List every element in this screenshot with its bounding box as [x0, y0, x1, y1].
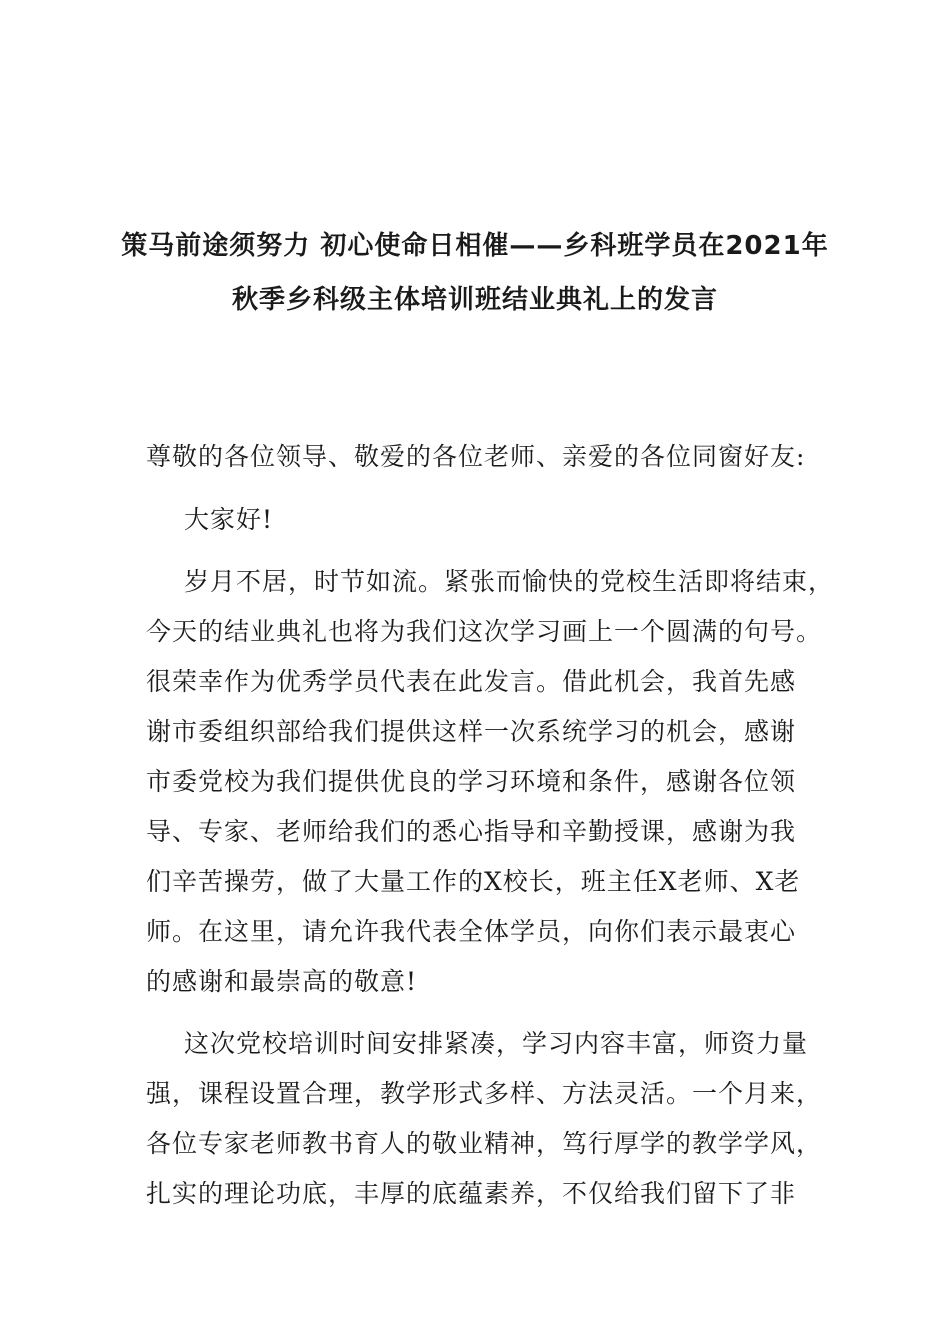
- paragraph-1-line: 的感谢和最崇高的敬意!: [146, 967, 418, 996]
- paragraph-1-line: 们辛苦操劳，做了大量工作的X校长，班主任X老师、X老: [146, 867, 801, 896]
- salutation: 尊敬的各位领导、敬爱的各位老师、亲爱的各位同窗好友:: [146, 442, 806, 471]
- paragraph-1-line: 谢市委组织部给我们提供这样一次系统学习的机会，感谢: [146, 717, 797, 746]
- document-title-line-2: 秋季乡科级主体培训班结业典礼上的发言: [231, 285, 718, 315]
- paragraph-2-line: 扎实的理论功底，丰厚的底蕴素养，不仅给我们留下了非: [146, 1179, 797, 1208]
- document-title-line-1: 策马前途须努力 初心使命日相催——乡科班学员在2021年: [121, 231, 829, 261]
- paragraph-1-line: 今天的结业典礼也将为我们这次学习画上一个圆满的句号。: [146, 617, 823, 646]
- paragraph-1-line: 市委党校为我们提供优良的学习环境和条件，感谢各位领: [146, 767, 797, 796]
- paragraph-1-line: 师。在这里，请允许我代表全体学员，向你们表示最衷心: [146, 917, 797, 946]
- paragraph-2-line: 这次党校培训时间安排紧凑，学习内容丰富，师资力量: [184, 1029, 809, 1058]
- paragraph-2-line: 各位专家老师教书育人的敬业精神，笃行厚学的教学学风，: [146, 1129, 823, 1158]
- paragraph-1-line: 很荣幸作为优秀学员代表在此发言。借此机会，我首先感: [146, 667, 797, 696]
- paragraph-2-line: 强，课程设置合理，教学形式多样、方法灵活。一个月来，: [146, 1079, 823, 1108]
- paragraph-1-line: 岁月不居，时节如流。紧张而愉快的党校生活即将结束，: [184, 567, 835, 596]
- greeting: 大家好!: [184, 505, 274, 534]
- paragraph-1-line: 导、专家、老师给我们的悉心指导和辛勤授课，感谢为我: [146, 817, 797, 846]
